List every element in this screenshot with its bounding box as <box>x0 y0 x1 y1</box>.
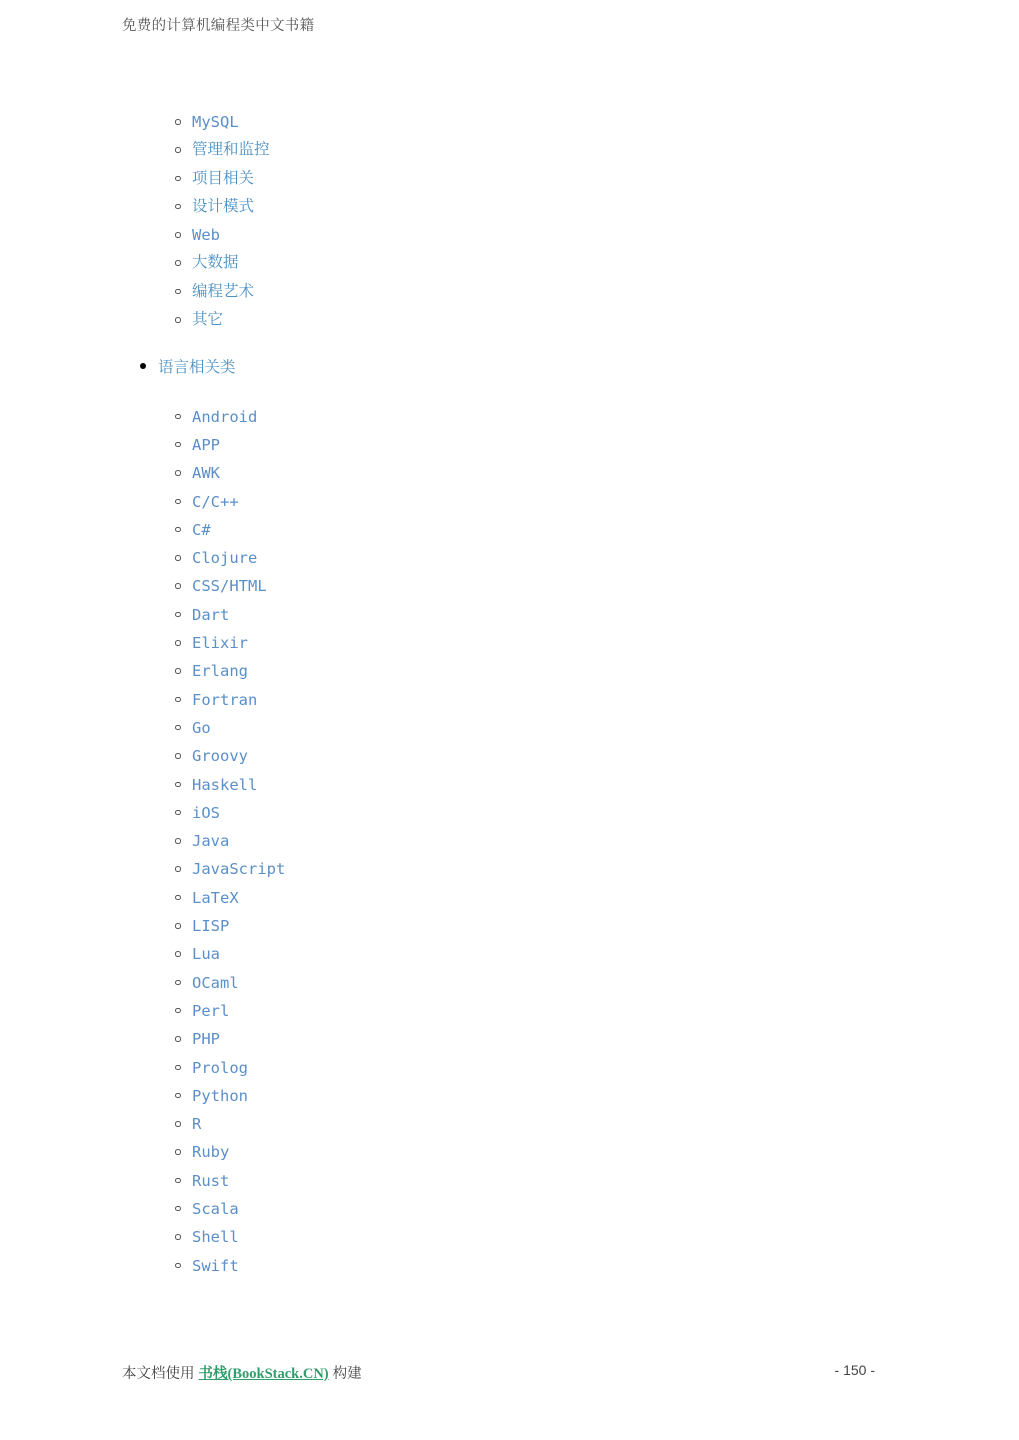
list-item[interactable] <box>0 686 1019 714</box>
bullet-circle-icon <box>175 866 181 872</box>
list-item[interactable] <box>0 1082 1019 1110</box>
bullet-circle-icon <box>175 1206 181 1212</box>
bullet-circle-icon <box>175 414 181 420</box>
link-lua[interactable]: Lua <box>192 945 220 964</box>
list-item[interactable] <box>0 742 1019 770</box>
link-prolog[interactable]: Prolog <box>192 1058 248 1077</box>
link-lisp[interactable]: LISP <box>192 917 230 936</box>
list-item[interactable] <box>0 354 1019 382</box>
document-content <box>0 108 1019 1280</box>
list-item[interactable] <box>0 403 1019 431</box>
spacer <box>0 334 1019 354</box>
bullet-circle-icon <box>175 1234 181 1240</box>
link-haskell[interactable]: Haskell <box>192 775 258 794</box>
link-fortran[interactable]: Fortran <box>192 690 258 709</box>
link-shell[interactable]: Shell <box>192 1228 239 1247</box>
link-rust[interactable]: Rust <box>192 1171 230 1190</box>
link-c-cpp[interactable]: C/C++ <box>192 492 239 511</box>
bullet-circle-icon <box>175 1121 181 1127</box>
link-scala[interactable]: Scala <box>192 1199 239 1218</box>
top-category-list <box>0 108 1019 334</box>
list-item[interactable] <box>0 1252 1019 1280</box>
bullet-circle-icon <box>175 176 181 182</box>
bullet-circle-icon <box>175 1149 181 1155</box>
list-item[interactable] <box>0 278 1019 306</box>
link-app[interactable]: APP <box>192 435 220 454</box>
language-category-list <box>0 403 1019 1280</box>
bullet-circle-icon <box>175 697 181 703</box>
footer-credit-prefix: 本文档使用 <box>122 1366 199 1382</box>
bullet-circle-icon <box>175 782 181 788</box>
list-item[interactable] <box>0 657 1019 685</box>
list-item[interactable] <box>0 249 1019 277</box>
bullet-circle-icon <box>175 725 181 731</box>
bullet-circle-icon <box>175 289 181 295</box>
spacer <box>0 383 1019 403</box>
list-item[interactable] <box>0 1167 1019 1195</box>
bullet-circle-icon <box>175 317 181 323</box>
page-number: - 150 - <box>834 1362 875 1378</box>
footer-credit <box>122 1362 362 1383</box>
link-erlang[interactable]: Erlang <box>192 662 248 681</box>
link-go[interactable]: Go <box>192 718 211 737</box>
link-clojure[interactable]: Clojure <box>192 549 258 568</box>
list-item[interactable] <box>0 431 1019 459</box>
bullet-circle-icon <box>175 895 181 901</box>
list-item[interactable] <box>0 1025 1019 1053</box>
link-bookstack[interactable]: 书栈(BookStack.CN) <box>198 1366 329 1382</box>
page-header-title: 免费的计算机编程类中文书籍 <box>122 18 315 34</box>
link-language-related[interactable]: 语言相关类 <box>158 359 236 377</box>
link-dart[interactable]: Dart <box>192 605 230 624</box>
link-ruby[interactable]: Ruby <box>192 1143 230 1162</box>
bullet-circle-icon <box>175 470 181 476</box>
bullet-circle-icon <box>175 753 181 759</box>
link-big-data[interactable]: 大数据 <box>192 254 239 272</box>
list-item[interactable] <box>0 969 1019 997</box>
list-item[interactable] <box>0 997 1019 1025</box>
link-python[interactable]: Python <box>192 1086 248 1105</box>
bullet-circle-icon <box>175 147 181 153</box>
bullet-circle-icon <box>175 204 181 210</box>
bullet-circle-icon <box>175 951 181 957</box>
list-item[interactable] <box>0 855 1019 883</box>
link-r[interactable]: R <box>192 1115 202 1134</box>
list-item[interactable] <box>0 459 1019 487</box>
bullet-circle-icon <box>175 810 181 816</box>
bullet-circle-icon <box>175 555 181 561</box>
link-perl[interactable]: Perl <box>192 1001 230 1020</box>
bullet-circle-icon <box>175 527 181 533</box>
link-ios[interactable]: iOS <box>192 803 220 822</box>
bullet-dot-icon <box>140 363 146 369</box>
bullet-circle-icon <box>175 1008 181 1014</box>
list-item[interactable] <box>0 306 1019 334</box>
bullet-circle-icon <box>175 923 181 929</box>
link-ocaml[interactable]: OCaml <box>192 973 239 992</box>
link-groovy[interactable]: Groovy <box>192 747 248 766</box>
link-management-monitoring[interactable]: 管理和监控 <box>192 141 270 159</box>
list-item[interactable] <box>0 771 1019 799</box>
link-elixir[interactable]: Elixir <box>192 634 248 653</box>
link-css-html[interactable]: CSS/HTML <box>192 577 267 596</box>
list-item[interactable] <box>0 516 1019 544</box>
list-item[interactable] <box>0 1054 1019 1082</box>
list-item[interactable] <box>0 1195 1019 1223</box>
bullet-circle-icon <box>175 260 181 266</box>
list-item[interactable] <box>0 165 1019 193</box>
bullet-circle-icon <box>175 232 181 238</box>
bullet-circle-icon <box>175 583 181 589</box>
link-php[interactable]: PHP <box>192 1030 220 1049</box>
list-item[interactable] <box>0 912 1019 940</box>
link-android[interactable]: Android <box>192 407 258 426</box>
bullet-circle-icon <box>175 1178 181 1184</box>
list-item[interactable] <box>0 544 1019 572</box>
list-item[interactable] <box>0 572 1019 600</box>
footer-credit-suffix: 构建 <box>328 1366 362 1382</box>
bullet-circle-icon <box>175 668 181 674</box>
link-java[interactable]: Java <box>192 832 230 851</box>
list-item[interactable] <box>0 193 1019 221</box>
bullet-circle-icon <box>175 1065 181 1071</box>
list-item[interactable] <box>0 629 1019 657</box>
list-item[interactable] <box>0 799 1019 827</box>
bullet-circle-icon <box>175 980 181 986</box>
link-web[interactable]: Web <box>192 226 220 245</box>
link-latex[interactable]: LaTeX <box>192 888 239 907</box>
list-item[interactable] <box>0 1223 1019 1251</box>
bullet-circle-icon <box>175 1093 181 1099</box>
link-javascript[interactable]: JavaScript <box>192 860 286 879</box>
list-item[interactable] <box>0 827 1019 855</box>
bullet-circle-icon <box>175 1036 181 1042</box>
list-item[interactable] <box>0 488 1019 516</box>
list-item[interactable] <box>0 1138 1019 1166</box>
list-item[interactable] <box>0 714 1019 742</box>
link-mysql[interactable]: MySQL <box>192 113 239 131</box>
list-item[interactable] <box>0 108 1019 136</box>
link-others[interactable]: 其它 <box>192 311 224 329</box>
bullet-circle-icon <box>175 499 181 505</box>
link-awk[interactable]: AWK <box>192 464 220 483</box>
link-programming-art[interactable]: 编程艺术 <box>192 282 255 300</box>
bullet-circle-icon <box>175 640 181 646</box>
bullet-circle-icon <box>175 838 181 844</box>
list-item[interactable] <box>0 601 1019 629</box>
bullet-circle-icon <box>175 612 181 618</box>
bullet-circle-icon <box>175 1263 181 1269</box>
bullet-circle-icon <box>175 442 181 448</box>
list-item[interactable] <box>0 136 1019 164</box>
link-csharp[interactable]: C# <box>192 520 211 539</box>
link-swift[interactable]: Swift <box>192 1256 239 1275</box>
list-item[interactable] <box>0 1110 1019 1138</box>
list-item[interactable] <box>0 940 1019 968</box>
link-project-related[interactable]: 项目相关 <box>192 169 255 187</box>
list-item[interactable] <box>0 884 1019 912</box>
section-list <box>0 354 1019 382</box>
bullet-circle-icon <box>175 119 181 125</box>
link-design-patterns[interactable]: 设计模式 <box>192 197 255 215</box>
list-item[interactable] <box>0 221 1019 249</box>
